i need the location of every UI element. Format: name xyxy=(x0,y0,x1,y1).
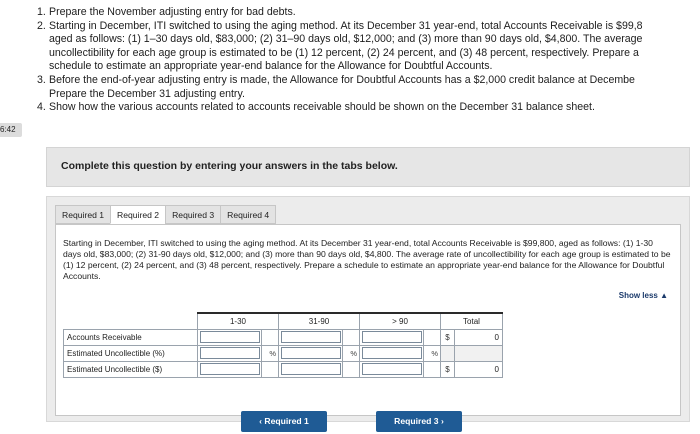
amt-over-90-input[interactable] xyxy=(362,363,422,375)
input-cell xyxy=(279,329,343,345)
prev-required-button[interactable]: ‹ Required 1 xyxy=(241,411,327,432)
total-value: 0 xyxy=(455,329,503,345)
tab-required-2[interactable]: Required 2 xyxy=(110,205,165,224)
instruction-text: schedule to estimate an appropriate year-end balance for the Allowance for Doubtful Accounts. xyxy=(49,60,493,73)
question-panel xyxy=(46,196,690,426)
row-suffix xyxy=(424,361,441,377)
instruction-1 xyxy=(37,6,700,20)
pct-over-90-input[interactable] xyxy=(362,347,422,359)
input-cell xyxy=(198,361,262,377)
percent-suffix: % xyxy=(343,345,360,361)
instruction-text: Starting in December, ITI switched to using the aging method. At its December 31 year-end, total Accounts Receivable is $99,8 xyxy=(49,19,643,32)
input-cell xyxy=(279,361,343,377)
instructions-list xyxy=(37,6,700,115)
instruction-3 xyxy=(37,74,700,88)
instruction-4 xyxy=(37,101,700,115)
row-label: Accounts Receivable xyxy=(64,329,198,345)
aging-schedule-table xyxy=(63,312,503,378)
tab-bar xyxy=(55,205,276,224)
header-31-90: 31-90 xyxy=(279,313,360,329)
timer-badge: 6:42 xyxy=(0,123,22,137)
question-description: Starting in December, ITI switched to using the aging method. At its December 31 year-end, total Accounts Receivable is $99,800, aged as follows: (1) 1-30 days old, $83,000; (2) 31-90 days old, $12,000; and (3) more than 90 days old, $4,800. The average rate of uncollectibility for each age group is estimated to be (1) 12 percent, (2) 24 percent, and (3) 48 percent, respectively. Prepare a schedule to estimate an appropriate year-end balance for the Allowance for Doubtful Accounts. xyxy=(63,238,671,281)
input-cell xyxy=(360,361,424,377)
instruction-text: Show how the various accounts related to accounts receivable should be shown on the December 31 balance sheet. xyxy=(49,101,595,114)
pct-1-30-input[interactable] xyxy=(200,347,260,359)
instruction-2 xyxy=(37,20,700,34)
row-suffix xyxy=(424,329,441,345)
dollar-sign xyxy=(441,345,455,361)
table-row xyxy=(64,361,503,377)
header-over-90: > 90 xyxy=(360,313,441,329)
ar-1-30-input[interactable] xyxy=(200,331,260,343)
percent-suffix: % xyxy=(424,345,441,361)
ar-over-90-input[interactable] xyxy=(362,331,422,343)
dollar-sign: $ xyxy=(441,361,455,377)
header-total: Total xyxy=(441,313,503,329)
question-banner xyxy=(46,147,690,187)
total-value xyxy=(455,345,503,361)
dollar-sign: $ xyxy=(441,329,455,345)
instruction-number: 1. xyxy=(37,6,46,18)
input-cell xyxy=(360,329,424,345)
instruction-text: Before the end-of-year adjusting entry is made, the Allowance for Doubtful Accounts has a $2,000 credit balance at Decembe xyxy=(49,73,635,86)
tab-content xyxy=(55,224,681,426)
tab-required-4[interactable]: Required 4 xyxy=(220,205,276,224)
header-1-30: 1-30 xyxy=(198,313,279,329)
table-row xyxy=(64,345,503,361)
instruction-text: Prepare the November adjusting entry for bad debts. xyxy=(49,6,296,18)
instruction-number: 4. xyxy=(37,101,46,114)
row-suffix xyxy=(262,361,279,377)
tab-required-1[interactable]: Required 1 xyxy=(55,205,110,224)
input-cell xyxy=(198,345,262,361)
amt-1-30-input[interactable] xyxy=(200,363,260,375)
instruction-number: 3. xyxy=(37,73,46,86)
input-cell xyxy=(198,329,262,345)
input-cell xyxy=(279,345,343,361)
show-less-link[interactable]: Show less ▲ xyxy=(618,291,668,300)
instruction-text: Prepare the December 31 adjusting entry. xyxy=(49,87,245,100)
banner-text: Complete this question by entering your answers in the tabs below. xyxy=(61,160,398,172)
ar-31-90-input[interactable] xyxy=(281,331,341,343)
tab-required-3[interactable]: Required 3 xyxy=(165,205,220,224)
row-label: Estimated Uncollectible ($) xyxy=(64,361,198,377)
row-suffix xyxy=(262,329,279,345)
pct-31-90-input[interactable] xyxy=(281,347,341,359)
input-cell xyxy=(360,345,424,361)
amt-31-90-input[interactable] xyxy=(281,363,341,375)
row-suffix xyxy=(343,361,360,377)
row-suffix xyxy=(343,329,360,345)
table-row xyxy=(64,329,503,345)
next-required-button[interactable]: Required 3 › xyxy=(376,411,462,432)
percent-suffix: % xyxy=(262,345,279,361)
row-label: Estimated Uncollectible (%) xyxy=(64,345,198,361)
instruction-number: 2. xyxy=(37,19,46,32)
instruction-text: aged as follows: (1) 1–30 days old, $83,000; (2) 31–90 days old, $12,000; and (3) more than 90 days old, $4,800. The average xyxy=(49,33,643,46)
total-value: 0 xyxy=(455,361,503,377)
header-blank xyxy=(64,313,198,329)
instruction-text: uncollectibility for each age group is estimated to be (1) 12 percent, (2) 24 percent, and (3) 48 percent, respectively. Prepare a xyxy=(49,46,639,59)
table-header-row xyxy=(64,313,503,329)
